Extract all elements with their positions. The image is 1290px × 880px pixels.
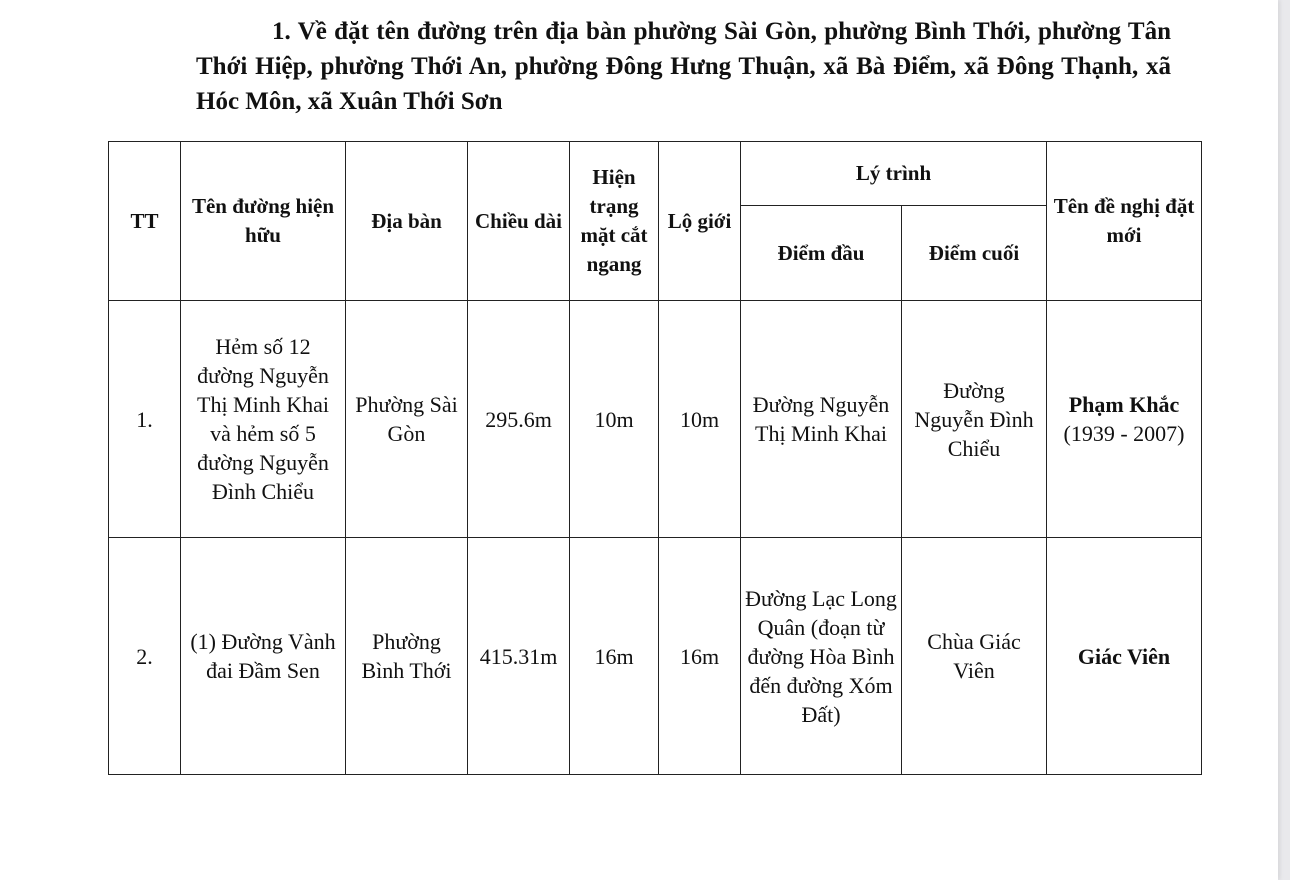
header-proposed-name: Tên đề nghị đặt mới xyxy=(1047,142,1202,301)
cell-existing-name: (1) Đường Vành đai Đầm Sen xyxy=(181,538,346,775)
street-naming-table xyxy=(108,141,1202,775)
cell-length: 295.6m xyxy=(468,301,570,538)
cell-area: Phường Sài Gòn xyxy=(346,301,468,538)
cell-start-point: Đường Nguyễn Thị Minh Khai xyxy=(741,301,902,538)
table-row xyxy=(109,301,1202,538)
section-heading xyxy=(196,14,1171,119)
header-route: Lý trình xyxy=(741,142,1047,206)
heading-number: 1. xyxy=(272,18,291,45)
header-area: Địa bàn xyxy=(346,142,468,301)
table-row xyxy=(109,538,1202,775)
table-header-row xyxy=(109,142,1202,206)
cell-road-boundary: 10m xyxy=(659,301,741,538)
proposed-name-text: Phạm Khắc xyxy=(1068,392,1180,417)
header-end-point: Điểm cuối xyxy=(902,206,1047,301)
header-cross-section: Hiện trạng mặt cắt ngang xyxy=(570,142,659,301)
cell-area: Phường Bình Thới xyxy=(346,538,468,775)
header-existing-name: Tên đường hiện hữu xyxy=(181,142,346,301)
cell-existing-name: Hẻm số 12 đường Nguyễn Thị Minh Khai và hẻm số 5 đường Nguyễn Đình Chiểu xyxy=(181,301,346,538)
cell-start-point: Đường Lạc Long Quân (đoạn từ đường Hòa Bình đến đường Xóm Đất) xyxy=(741,538,902,775)
header-start-point: Điểm đầu xyxy=(741,206,902,301)
cell-length: 415.31m xyxy=(468,538,570,775)
proposed-name-text: Giác Viên xyxy=(1077,643,1171,669)
cell-end-point: Đường Nguyễn Đình Chiểu xyxy=(902,301,1047,538)
cell-road-boundary: 16m xyxy=(659,538,741,775)
cell-proposed-name xyxy=(1047,301,1202,538)
cell-tt: 2. xyxy=(109,538,181,775)
cell-cross-section: 10m xyxy=(570,301,659,538)
proposed-name-note: (1939 - 2007) xyxy=(1063,421,1185,446)
cell-end-point: Chùa Giác Viên xyxy=(902,538,1047,775)
header-tt: TT xyxy=(109,142,181,301)
heading-text: Về đặt tên đường trên địa bàn phường Sài Gòn, phường Bình Thới, phường Tân Thới Hiệp, phường Thới An, phường Đông Hưng Thuận, xã Bà Điểm, xã Đông Thạnh, xã Hóc Môn, xã Xuân Thới Sơn xyxy=(196,18,1171,115)
header-road-boundary: Lộ giới xyxy=(659,142,741,301)
cell-tt: 1. xyxy=(109,301,181,538)
header-length: Chiều dài xyxy=(468,142,570,301)
cell-proposed-name xyxy=(1047,538,1202,775)
cell-cross-section: 16m xyxy=(570,538,659,775)
